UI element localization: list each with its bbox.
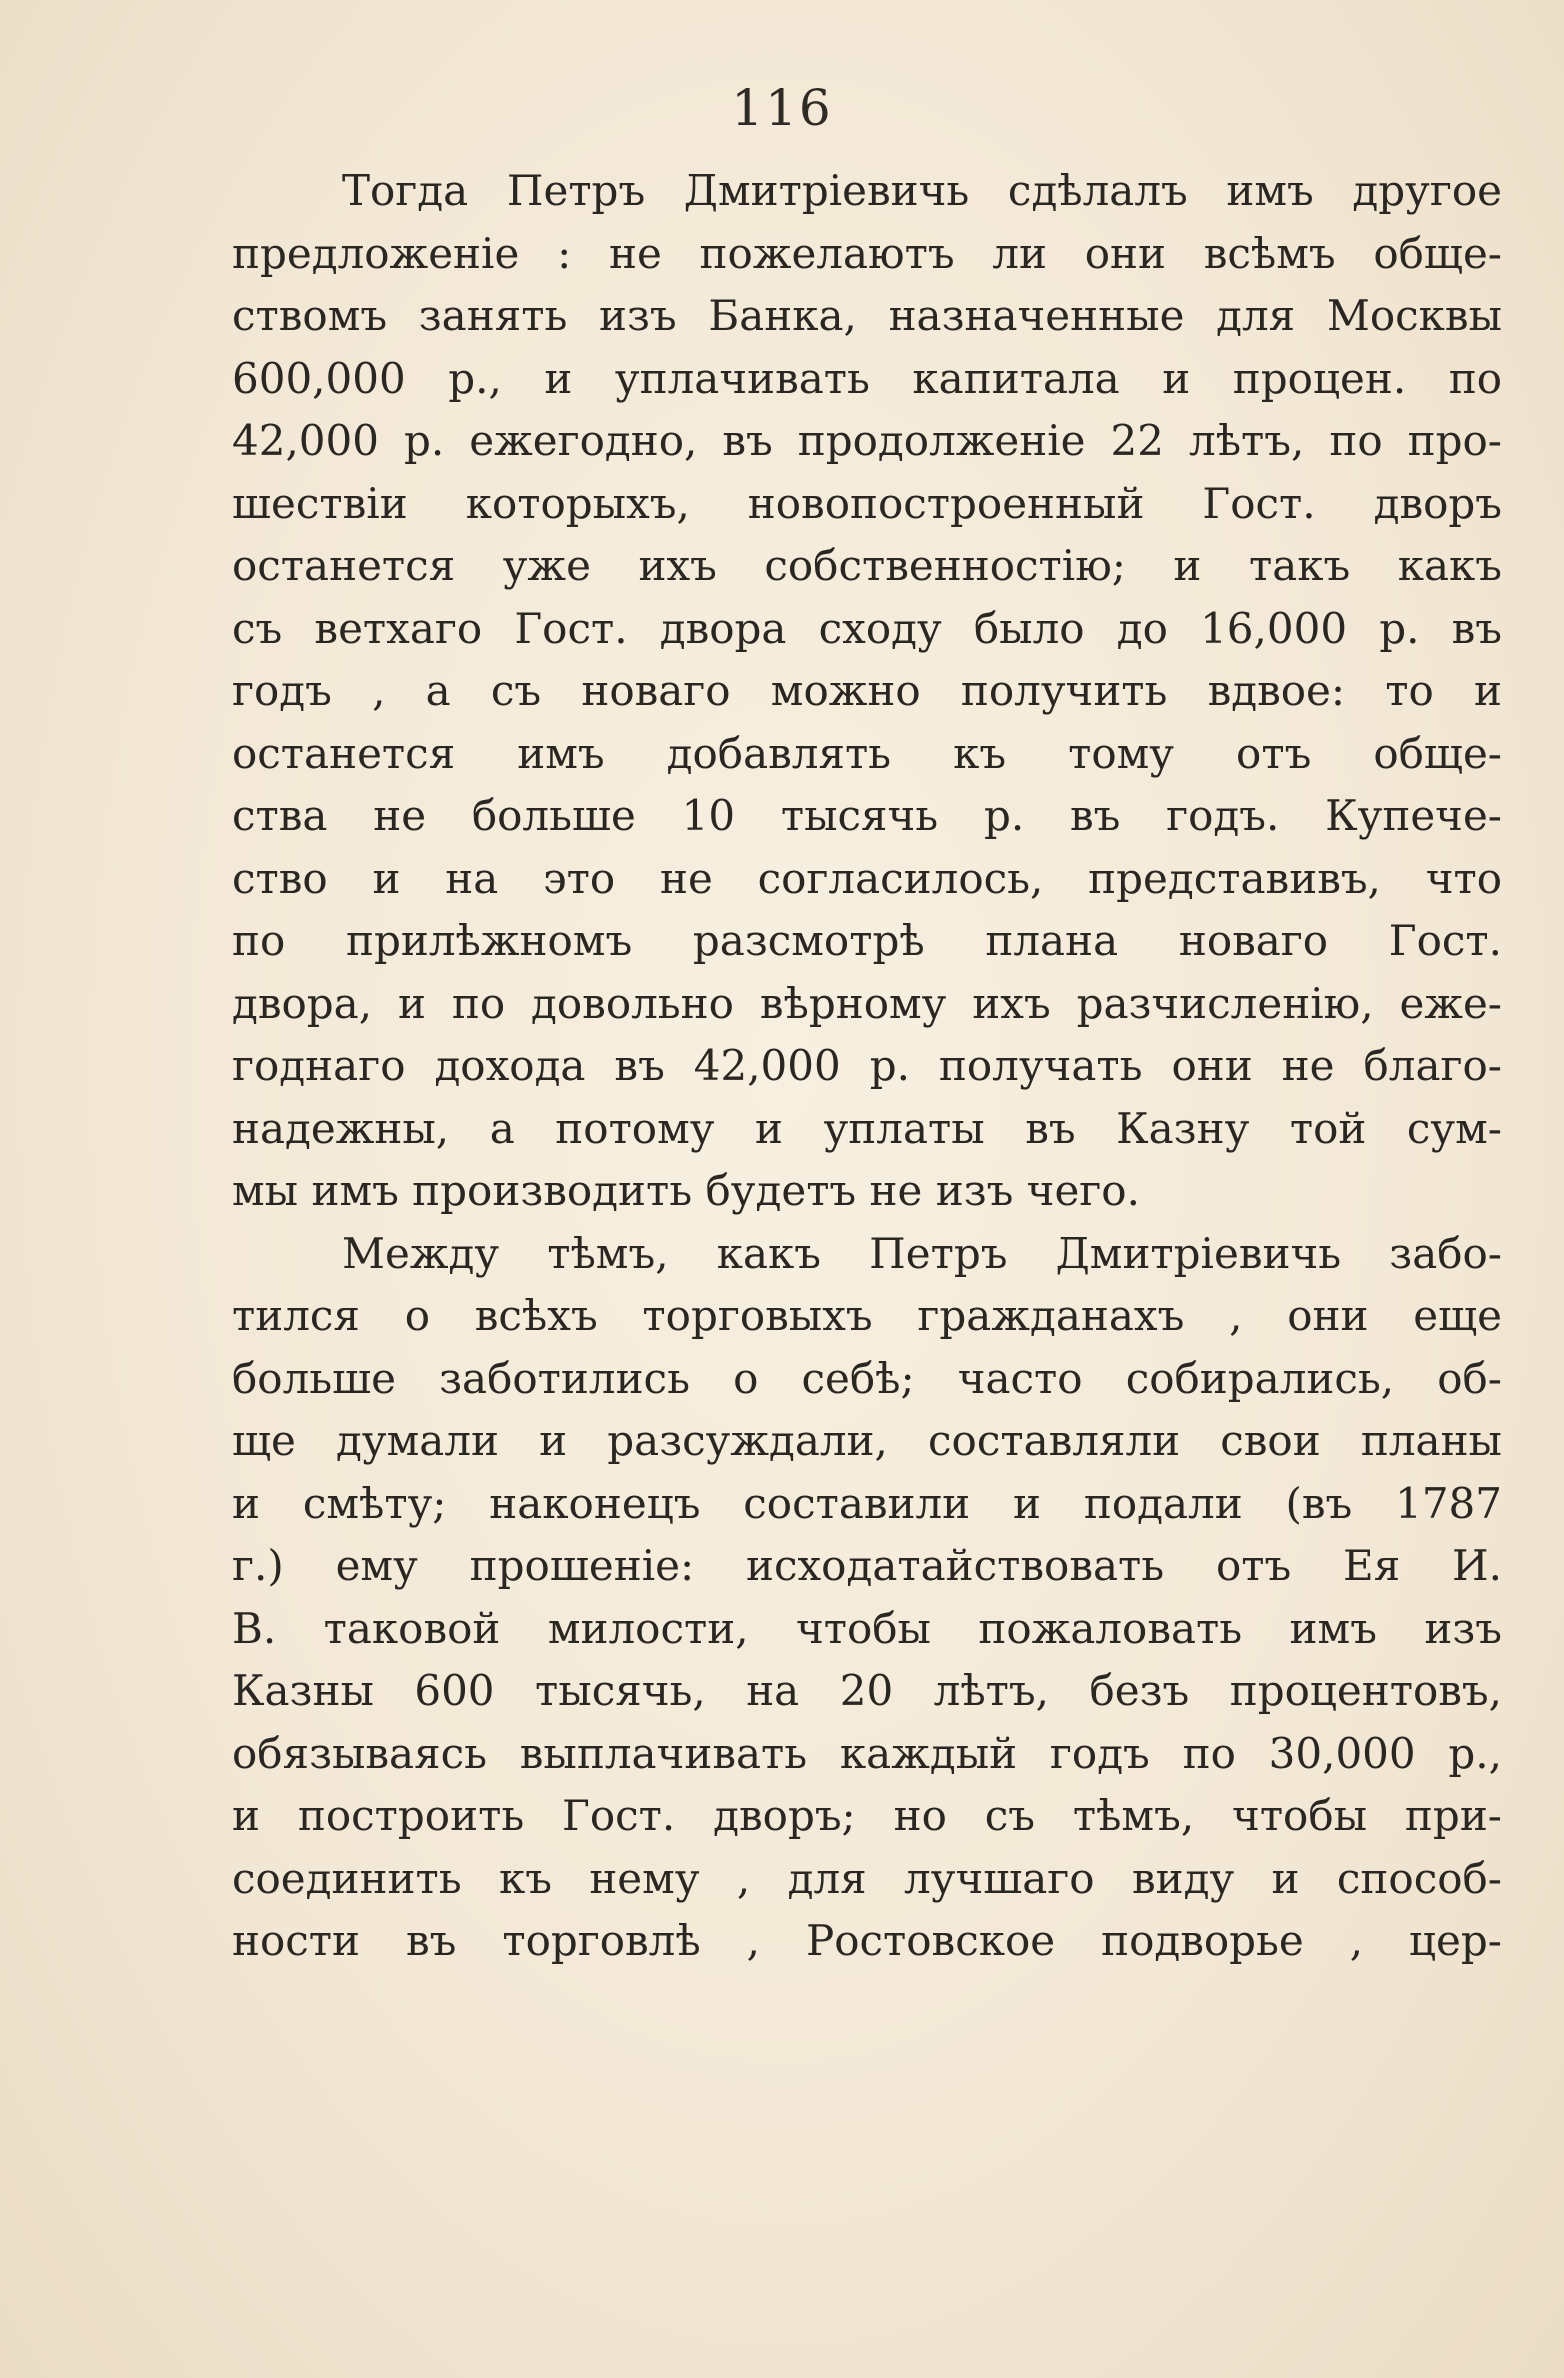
text-line: шествіи которыхъ, новопостроенный Гост. дворъ — [232, 478, 1502, 528]
text-line: 42,000 р. ежегодно, въ продолженіе 22 лѣтъ, по про- — [232, 416, 1502, 465]
text-line: останется имъ добавлять къ тому отъ обще- — [232, 728, 1502, 778]
paragraph-1 — [232, 160, 1502, 1223]
text-line: тился о всѣхъ торговыхъ гражданахъ , они еще — [232, 1291, 1502, 1340]
text-line: г.) ему прошеніе: исходатайствовать отъ Ея И. — [232, 1541, 1502, 1590]
text-line: 600,000 р., и уплачивать капитала и процен. по — [232, 353, 1502, 403]
text-line: ствомъ занять изъ Банка, назначенные для Москвы — [232, 291, 1502, 340]
text-line: двора, и по довольно вѣрному ихъ разчисленію, еже- — [232, 978, 1502, 1028]
text-line: и смѣту; наконецъ составили и подали (въ 1787 — [232, 1478, 1502, 1528]
paragraph-2 — [232, 1223, 1502, 1973]
text-line: годнаго дохода въ 42,000 р. получать они не благо- — [232, 1041, 1502, 1090]
body-text — [232, 160, 1502, 1973]
text-line: обязываясь выплачивать каждый годъ по 30,000 р., — [232, 1728, 1502, 1778]
page-number: 116 — [731, 79, 833, 137]
text-line: ще думали и разсуждали, составляли свои планы — [232, 1416, 1502, 1465]
text-line: соединить къ нему , для лучшаго виду и способ- — [232, 1853, 1502, 1903]
text-line: Между тѣмъ, какъ Петръ Дмитріевичь забо- — [342, 1228, 1502, 1278]
text-line: останется уже ихъ собственностію; и такъ какъ — [232, 541, 1502, 590]
text-line: предложеніе : не пожелаютъ ли они всѣмъ обще- — [232, 228, 1502, 278]
text-line: надежны, а потому и уплаты въ Казну той сум- — [232, 1103, 1502, 1153]
text-line: ство и на это не согласилось, представивъ, что — [232, 853, 1502, 903]
text-line: ства не больше 10 тысячь р. въ годъ. Купече- — [232, 791, 1502, 840]
text-line: и построить Гост. дворъ; но съ тѣмъ, чтобы при- — [232, 1791, 1502, 1840]
text-line: Тогда Петръ Дмитріевичь сдѣлалъ имъ другое — [342, 166, 1502, 215]
text-line: Казны 600 тысячь, на 20 лѣтъ, безъ процентовъ, — [232, 1666, 1502, 1715]
text-line: съ ветхаго Гост. двора сходу было до 16,000 р. въ — [232, 603, 1502, 653]
text-line: ности въ торговлѣ , Ростовское подворье , цер- — [232, 1916, 1502, 1965]
text-line: мы имъ производить будетъ не изъ чего. — [232, 1166, 1140, 1215]
text-line: В. таковой милости, чтобы пожаловать имъ изъ — [232, 1603, 1502, 1653]
text-line: годъ , а съ новаго можно получить вдвое: то и — [232, 666, 1502, 715]
text-line: по прилѣжномъ разсмотрѣ плана новаго Гост. — [232, 916, 1502, 965]
text-line: больше заботились о себѣ; часто собирались, об- — [232, 1353, 1502, 1403]
